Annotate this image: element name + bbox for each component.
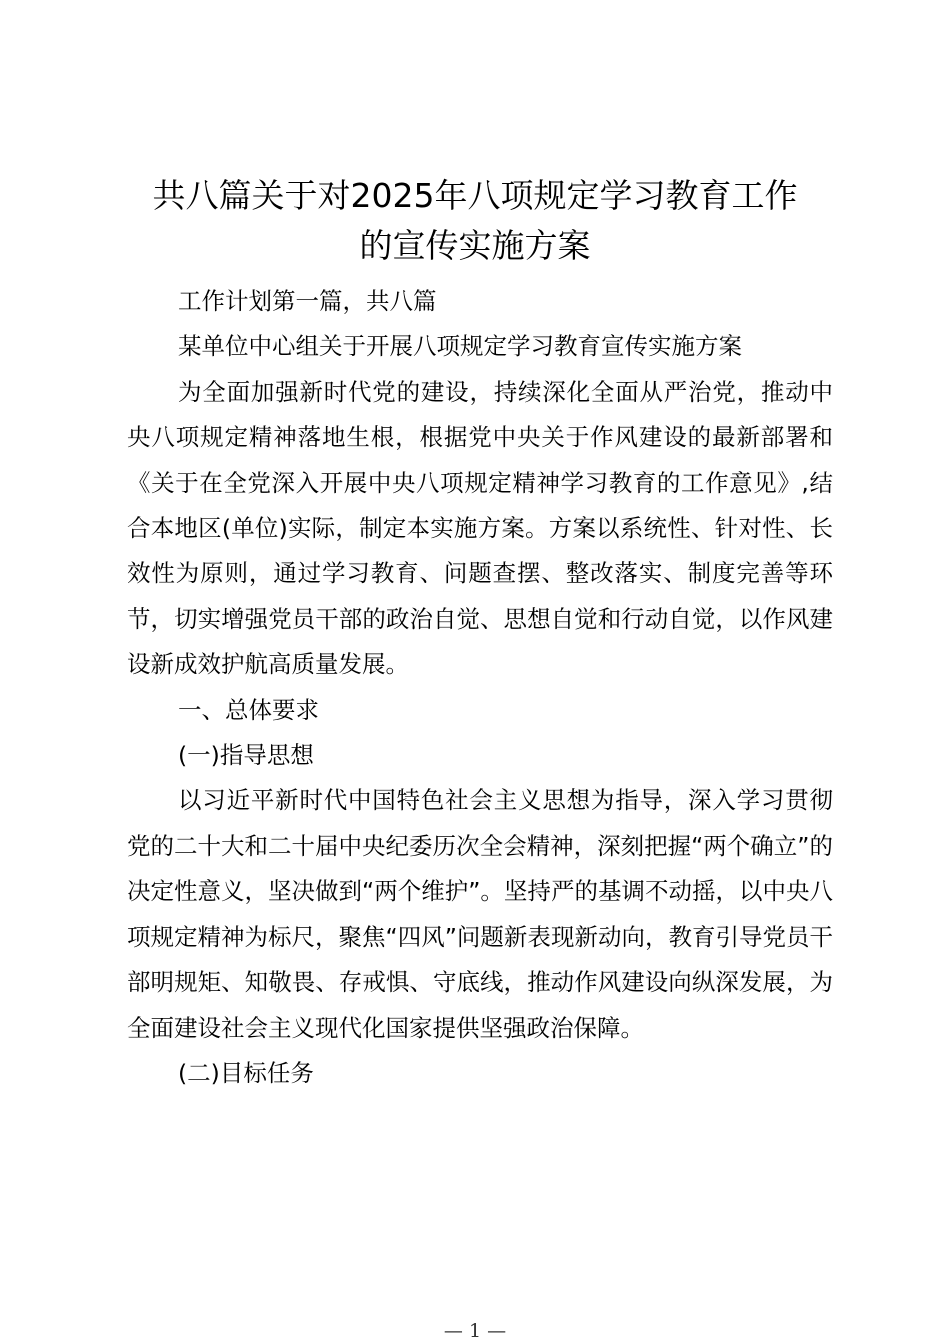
subsection-heading-goals-tasks: (二)目标任务 xyxy=(178,1058,314,1087)
paragraph-plan-heading: 某单位中心组关于开展八项规定学习教育宣传实施方案 xyxy=(178,332,742,361)
section-heading-general-requirements: 一、总体要求 xyxy=(178,695,319,724)
document-title-line-1: 共八篇关于对2025年八项规定学习教育工作 xyxy=(152,176,798,215)
paragraph-guiding-ideology: 以习近平新时代中国特色社会主义思想为指导，深入学习贯彻党的二十大和二十届中央纪委历次全会精神，深刻把握“两个确立”的决定性意义，坚决做到“两个维护”。坚持严的基调不动摇，以中央八项规定精神为标尺，聚焦“四风”问题新表现新动向，教育引导党员干部明规矩、知敬畏、存戒惧、守底线，推动作风建设向纵深发展，为全面建设社会主义现代化国家提供坚强政治保障。 xyxy=(127,786,833,1042)
paragraph-introduction: 为全面加强新时代党的建设，持续深化全面从严治党，推动中央八项规定精神落地生根，根据党中央关于作风建设的最新部署和《关于在全党深入开展中央八项规定精神学习教育的工作意见》,结合本地区(单位)实际，制定本实施方案。方案以系统性、针对性、长效性为原则，通过学习教育、问题查摆、整改落实、制度完善等环节，切实增强党员干部的政治自觉、思想自觉和行动自觉，以作风建设新成效护航高质量发展。 xyxy=(127,377,833,679)
document-title xyxy=(100,171,850,271)
document-title-line-2: 的宣传实施方案 xyxy=(359,226,591,265)
document-body xyxy=(127,279,833,1096)
paragraph-series-label: 工作计划第一篇，共八篇 xyxy=(178,287,437,315)
subsection-heading-guiding-ideology: (一)指导思想 xyxy=(178,741,314,770)
page-number: — 1 — xyxy=(443,1320,507,1342)
